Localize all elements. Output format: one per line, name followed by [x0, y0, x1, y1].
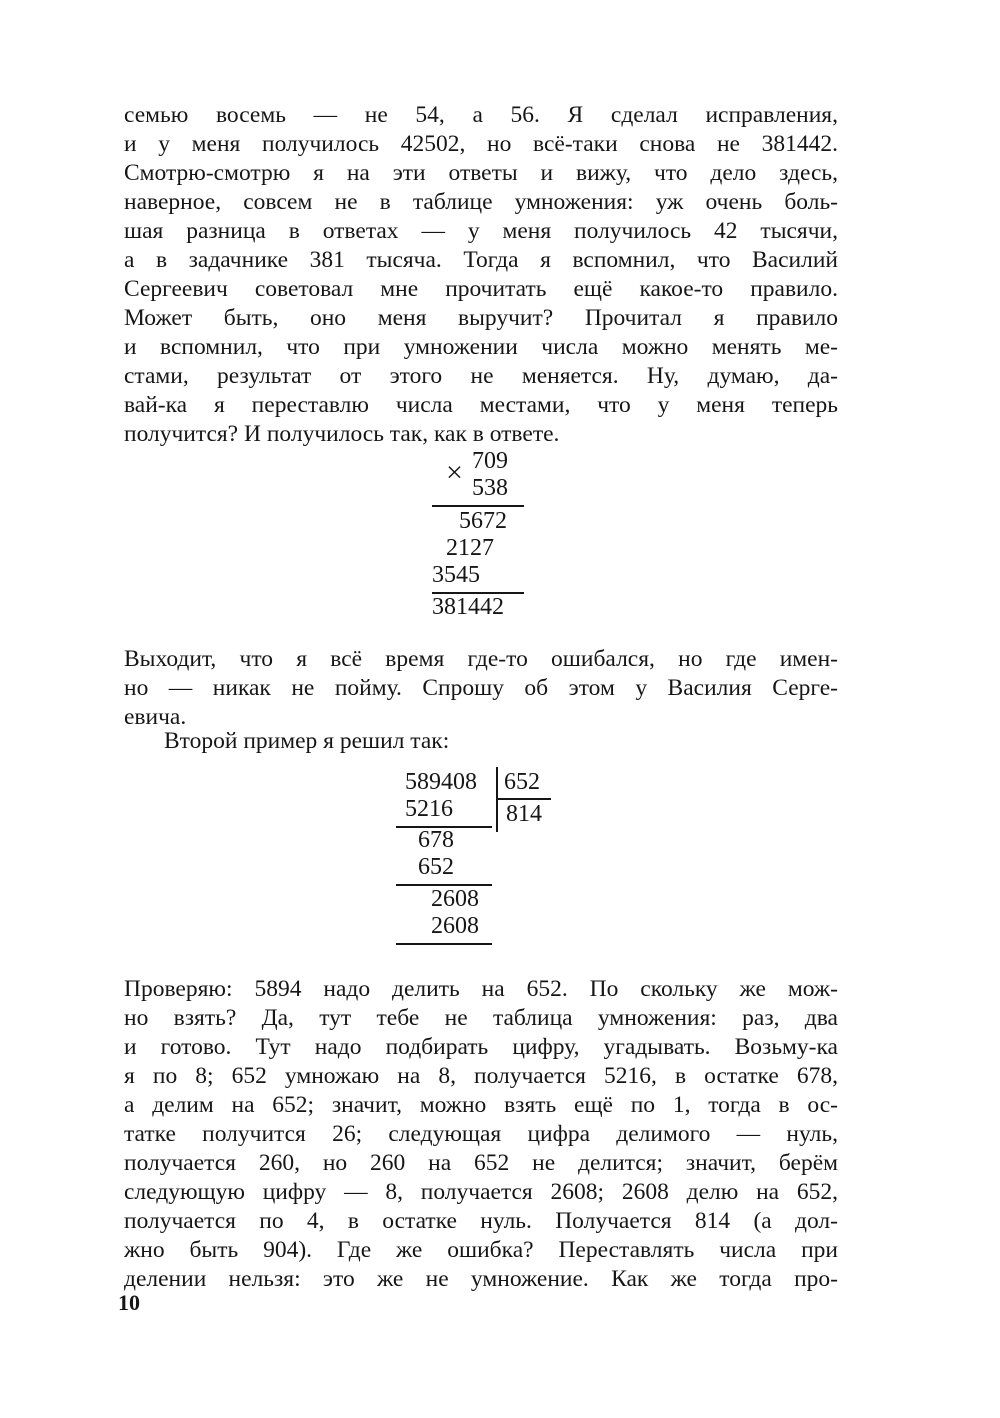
multiplication-rule — [432, 505, 524, 507]
text-line: евича. — [124, 704, 187, 730]
text-line: шая разница в ответах — у меня получилось 42 тысячи, — [124, 218, 838, 244]
remainder: 2608 — [431, 886, 479, 912]
paragraph-1 — [124, 101, 838, 449]
subtrahend: 2608 — [431, 913, 479, 939]
text-line: получается по 4, в остатке нуль. Получается 814 (а дол- — [124, 1208, 838, 1234]
text-line: татке получится 26; следующая цифра делимого — нуль, — [124, 1121, 838, 1147]
text-line: вай-ка я переставлю числа местами, что у меня теперь — [124, 392, 838, 418]
text-line: Проверяю: 5894 надо делить на 652. По скольку же мож- — [124, 976, 838, 1002]
quotient-rule — [497, 798, 551, 800]
remainder: 678 — [418, 827, 454, 853]
multiplication-sign: × — [446, 456, 463, 489]
text-line: Сергеевич советовал мне прочитать ещё какое-то правило. — [124, 276, 838, 302]
subtrahend: 652 — [418, 854, 454, 880]
paragraph-4 — [124, 975, 838, 1294]
text-line: стами, результат от этого не меняется. Ну, думаю, да- — [124, 363, 838, 389]
text-line: и у меня получилось 42502, но всё-таки снова не 381442. — [124, 131, 838, 157]
partial-product: 5672 — [459, 508, 507, 534]
divisor: 652 — [504, 769, 540, 795]
multiplicand: 709 — [472, 448, 508, 474]
dividend: 589408 — [405, 769, 477, 795]
text-line: следующую цифру — 8, получается 2608; 2608 делю на 652, — [124, 1179, 838, 1205]
text-line: Может быть, оно меня выручит? Прочитал я правило — [124, 305, 838, 331]
paragraph-3 — [124, 727, 838, 756]
partial-product: 2127 — [446, 535, 494, 561]
text-line: делении нельзя: это же не умножение. Как же тогда про- — [124, 1266, 838, 1292]
text-line: получится? И получилось так, как в ответе. — [124, 421, 560, 447]
text-line: и готово. Тут надо подбирать цифру, угадывать. Возьму-ка — [124, 1034, 838, 1060]
text-line: семью восемь — не 54, а 56. Я сделал исправления, — [124, 102, 838, 128]
text-line: но взять? Да, тут тебе не таблица умножения: раз, два — [124, 1005, 838, 1031]
text-line: наверное, совсем не в таблице умножения: уж очень боль- — [124, 189, 838, 215]
text-line: Смотрю-смотрю я на эти ответы и вижу, что дело здесь, — [124, 160, 838, 186]
multiplier: 538 — [472, 475, 508, 501]
text-line: Второй пример я решил так: — [164, 728, 450, 754]
partial-product: 3545 — [432, 562, 480, 588]
paragraph-2 — [124, 645, 838, 732]
text-line: получается 260, но 260 на 652 не делится; значит, берём — [124, 1150, 838, 1176]
quotient: 814 — [506, 801, 542, 827]
subtraction-rule — [396, 943, 492, 945]
text-line: я по 8; 652 умножаю на 8, получается 5216, в остатке 678, — [124, 1063, 838, 1089]
product-result: 381442 — [432, 594, 504, 620]
text-line: Выходит, что я всё время где-то ошибался, но где имен- — [124, 646, 838, 672]
text-line: жно быть 904). Где же ошибка? Переставлять числа при — [124, 1237, 838, 1263]
page-number: 10 — [118, 1290, 140, 1315]
text-line: но — никак не пойму. Спрошу об этом у Василия Серге- — [124, 675, 838, 701]
text-line: а делим на 652; значит, можно взять ещё по 1, тогда в ос- — [124, 1092, 838, 1118]
subtrahend: 5216 — [405, 796, 453, 822]
text-line: и вспомнил, что при умножении числа можно менять ме- — [124, 334, 838, 360]
text-line: а в задачнике 381 тысяча. Тогда я вспомнил, что Василий — [124, 247, 838, 273]
